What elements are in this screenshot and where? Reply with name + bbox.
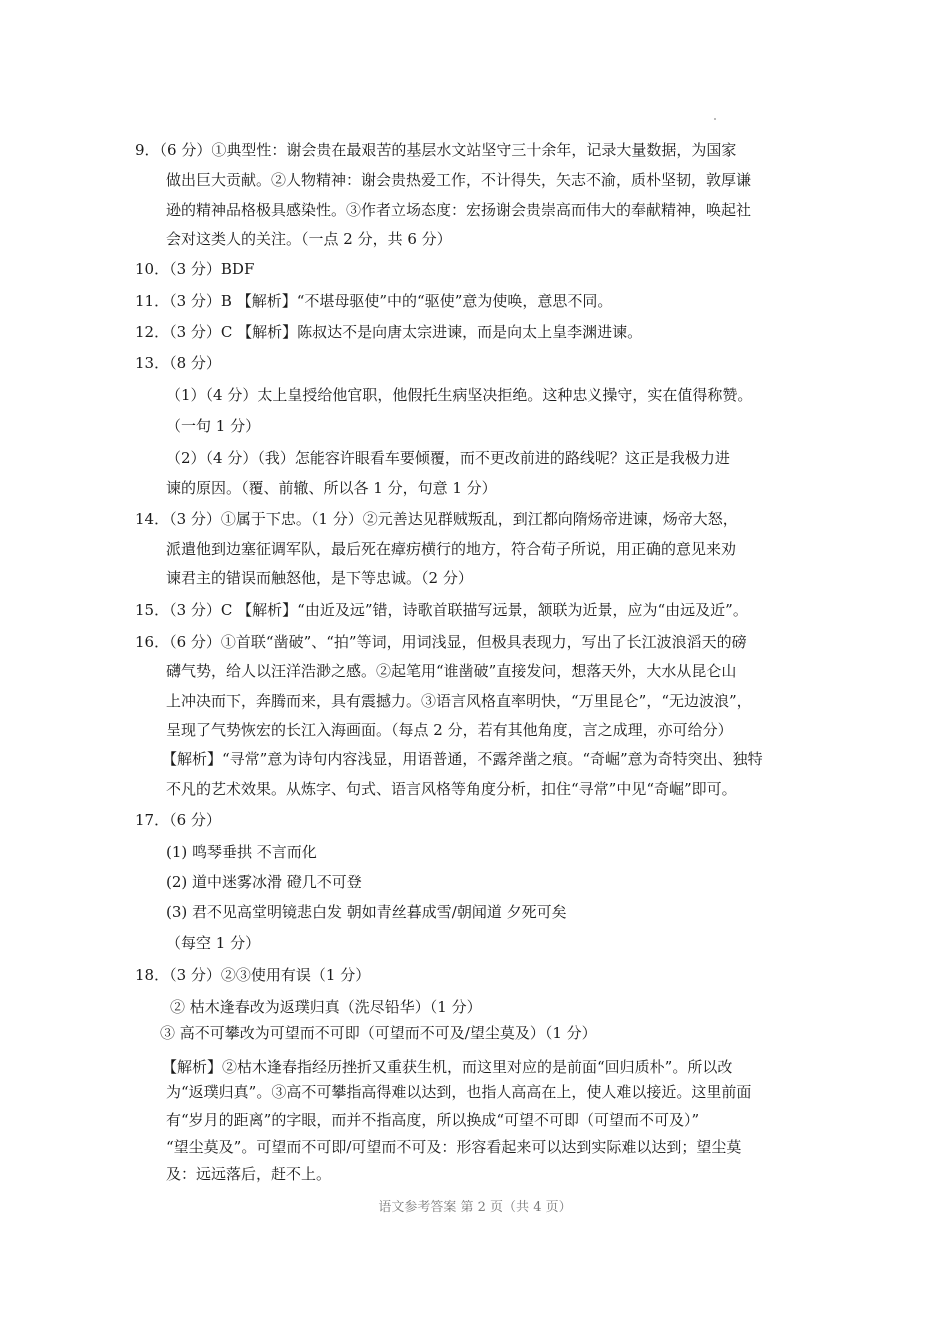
q17-item-3: (3) 君不见高堂明镜悲白发 朝如青丝暮成雪/朝闻道 夕死可矣 bbox=[166, 903, 567, 921]
q9-line-4: 会对这类人的关注。（一点 2 分，共 6 分） bbox=[166, 230, 452, 248]
q18-fix-2: ③ 高不可攀改为可望而不可即（可望而不可及/望尘莫及）（1 分） bbox=[160, 1024, 597, 1042]
q18-fix-1: ② 枯木逢春改为返璞归真（洗尽铅华）（1 分） bbox=[170, 998, 482, 1016]
q11: 11．（3 分）B 【解析】“不堪母驱使”中的“驱使”意为使唤，意思不同。 bbox=[135, 292, 613, 310]
q16-line-4: 呈现了气势恢宏的长江入海画面。（每点 2 分，若有其他角度，言之成理，亦可给分） bbox=[166, 721, 733, 739]
q17-item-2: (2) 道中迷雾冰滑 磴几不可登 bbox=[166, 873, 362, 891]
q9-line-2: 做出巨大贡献。②人物精神：谢会贵热爱工作，不计得失，矢志不渝，质朴坚韧，敦厚谦 bbox=[166, 171, 752, 189]
q16-line-3: 上冲决而下，奔腾而来，具有震撼力。③语言风格直率明快，“万里昆仑”，“无边波浪”， bbox=[166, 692, 752, 710]
q18-analysis-line-5: 及：远远落后，赶不上。 bbox=[166, 1165, 332, 1183]
q18-analysis-line-1: 【解析】②枯木逢春指经历挫折又重获生机，而这里对应的是前面“回归质朴”。所以改 bbox=[162, 1058, 733, 1076]
q13-sub1-line-2: （一句 1 分） bbox=[166, 417, 261, 435]
q13-sub1-line-1: （1）（4 分）太上皇授给他官职，他假托生病坚决拒绝。这种忠义操守，实在值得称赞。 bbox=[166, 386, 753, 404]
q13-head: 13．（8 分） bbox=[135, 354, 221, 372]
q9-line-3: 逊的精神品格极具感染性。③作者立场态度：宏扬谢会贵崇高而伟大的奉献精神，唤起社 bbox=[166, 201, 752, 219]
q14-line-2: 派遣他到边塞征调军队，最后死在瘴疠横行的地方，符合荀子所说，用正确的意见来劝 bbox=[166, 540, 737, 558]
q17-note: （每空 1 分） bbox=[166, 934, 261, 952]
q18-analysis-line-4: “望尘莫及”。可望而不可即/可望而不可及：形容看起来可以达到实际难以达到；望尘莫 bbox=[166, 1138, 742, 1156]
q9-line-1: 9．（6 分）①典型性：谢会贵在最艰苦的基层水文站坚守三十余年，记录大量数据，为国家 bbox=[135, 141, 737, 159]
q18-analysis-line-2: 为“返璞归真”。③高不可攀指高得难以达到，也指人高高在上，使人难以接近。这里前面 bbox=[166, 1083, 752, 1101]
q18-analysis-line-3: 有“岁月的距离”的字眼，而并不指高度，所以换成“可望不可即（可望而不可及）” bbox=[166, 1111, 700, 1129]
q15: 15．（3 分）C 【解析】“由近及远”错，诗歌首联描写远景，颔联为近景，应为“由远及近”。 bbox=[135, 601, 748, 619]
page-footer: 语文参考答案 第 2 页（共 4 页） bbox=[378, 1200, 572, 1215]
q17-item-1: (1) 鸣琴垂拱 不言而化 bbox=[166, 843, 317, 861]
q16-analysis-line-1: 【解析】“寻常”意为诗句内容浅显，用语普通，不露斧凿之痕。“奇崛”意为奇特突出、独特 bbox=[162, 750, 763, 768]
q14-line-1: 14．（3 分）①属于下忠。（1 分）②元善达见群贼叛乱，到江都向隋炀帝进谏，炀帝大怒， bbox=[135, 510, 738, 528]
q18-head: 18．（3 分）②③使用有误（1 分） bbox=[135, 966, 371, 984]
q10: 10．（3 分）BDF bbox=[135, 260, 255, 278]
q13-sub2-line-1: （2）（4 分）（我）怎能容许眼看车要倾覆，而不更改前进的路线呢？这正是我极力进 bbox=[166, 449, 730, 467]
q17-head: 17．（6 分） bbox=[135, 811, 221, 829]
q12: 12．（3 分）C 【解析】陈叔达不是向唐太宗进谏，而是向太上皇李渊进谏。 bbox=[135, 323, 643, 341]
q13-sub2-line-2: 谏的原因。（覆、前辙、所以各 1 分，句意 1 分） bbox=[166, 479, 497, 497]
q16-analysis-line-2: 不凡的艺术效果。从炼字、句式、语言风格等角度分析，扣住“寻常”中见“奇崛”即可。 bbox=[166, 780, 737, 798]
q14-line-3: 谏君主的错误而触怒他，是下等忠诚。（2 分） bbox=[166, 569, 473, 587]
scan-speck bbox=[714, 118, 716, 120]
q16-line-1: 16．（6 分）①首联“凿破”、“拍”等词，用词浅显，但极具表现力，写出了长江波浪滔天的磅 bbox=[135, 633, 747, 651]
q16-line-2: 礴气势，给人以汪洋浩渺之感。②起笔用“谁凿破”直接发问，想落天外，大水从昆仑山 bbox=[166, 662, 737, 680]
